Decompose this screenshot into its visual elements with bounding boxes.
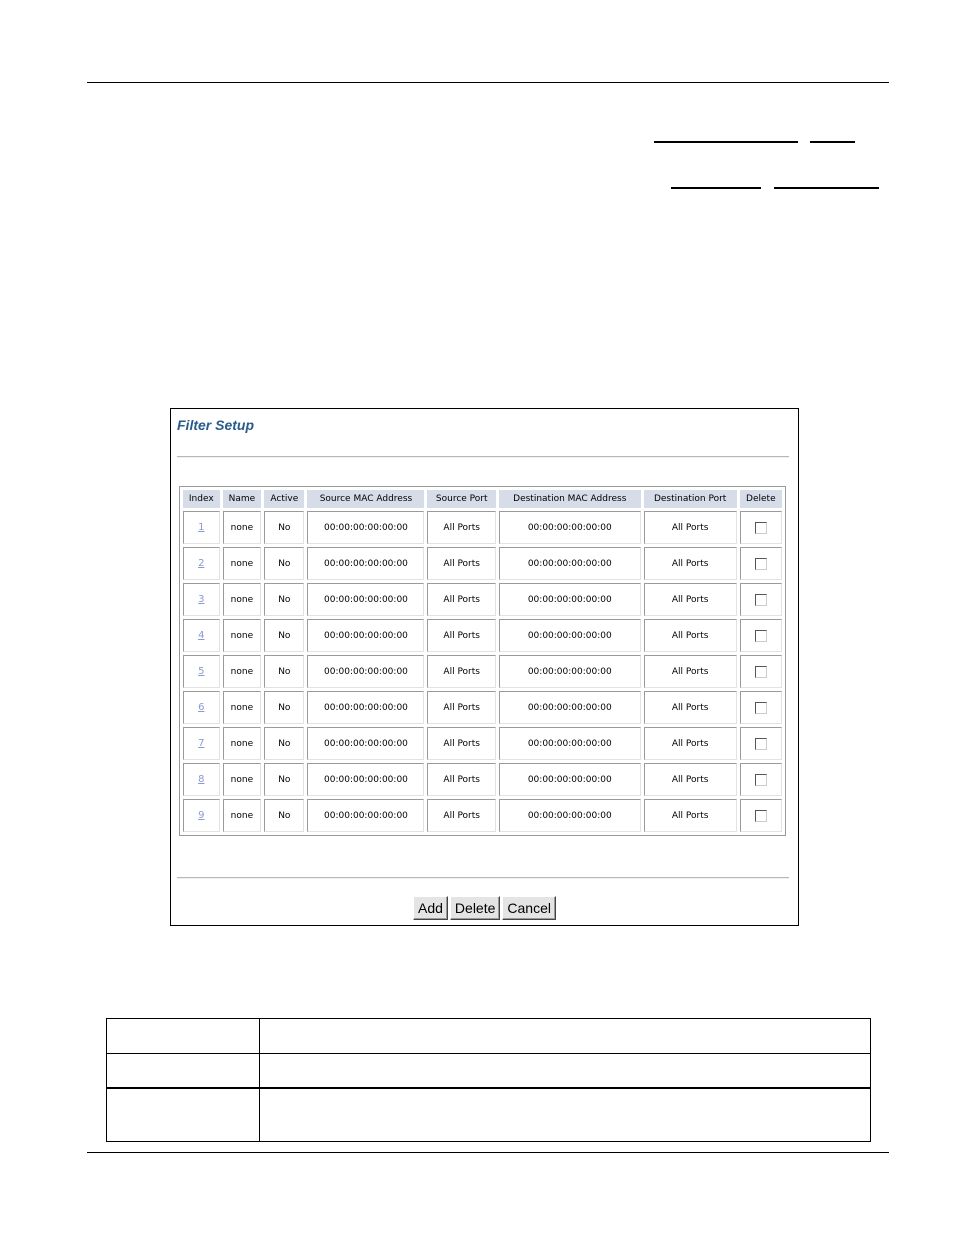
source-mac-cell: 00:00:00:00:00:00 [307, 511, 424, 544]
table-row [183, 511, 782, 544]
delete-checkbox[interactable] [755, 630, 767, 642]
divider [177, 877, 789, 879]
active-cell: No [264, 727, 304, 760]
delete-checkbox[interactable] [755, 522, 767, 534]
rule-name-cell: none [223, 619, 262, 652]
index-cell [183, 655, 220, 688]
rule-name-cell: none [223, 511, 262, 544]
rule-name-cell: none [223, 655, 262, 688]
delete-checkbox[interactable] [755, 738, 767, 750]
index-link[interactable]: 1 [198, 522, 205, 533]
destination-port-cell: All Ports [644, 691, 737, 724]
rule-name-cell: none [223, 547, 262, 580]
destination-mac-cell: 00:00:00:00:00:00 [499, 583, 641, 616]
destination-mac-cell: 00:00:00:00:00:00 [499, 727, 641, 760]
active-cell: No [264, 619, 304, 652]
destination-port-cell: All Ports [644, 799, 737, 832]
active-cell: No [264, 583, 304, 616]
index-link[interactable]: 5 [198, 666, 205, 677]
delete-cell [740, 511, 782, 544]
delete-checkbox[interactable] [755, 774, 767, 786]
index-link[interactable]: 7 [198, 738, 205, 749]
index-link[interactable]: 8 [198, 774, 205, 785]
table-row [183, 763, 782, 796]
source-mac-cell: 00:00:00:00:00:00 [307, 619, 424, 652]
delete-checkbox[interactable] [755, 558, 767, 570]
source-mac-cell: 00:00:00:00:00:00 [307, 547, 424, 580]
destination-port-cell: All Ports [644, 655, 737, 688]
filter-setup-panel [170, 408, 799, 926]
active-cell: No [264, 511, 304, 544]
redacted-link-line [774, 187, 879, 189]
destination-mac-cell: 00:00:00:00:00:00 [499, 691, 641, 724]
source-port-cell: All Ports [427, 799, 495, 832]
source-mac-cell: 00:00:00:00:00:00 [307, 799, 424, 832]
delete-cell [740, 619, 782, 652]
source-port-cell: All Ports [427, 511, 495, 544]
active-cell: No [264, 655, 304, 688]
destination-mac-cell: 00:00:00:00:00:00 [499, 799, 641, 832]
active-cell: No [264, 763, 304, 796]
rule-name-cell: none [223, 583, 262, 616]
column-header: Source Port [427, 490, 495, 508]
source-port-cell: All Ports [427, 763, 495, 796]
source-port-cell: All Ports [427, 547, 495, 580]
source-mac-cell: 00:00:00:00:00:00 [307, 727, 424, 760]
destination-port-cell: All Ports [644, 583, 737, 616]
source-port-cell: All Ports [427, 655, 495, 688]
rule-name-cell: none [223, 763, 262, 796]
delete-cell [740, 763, 782, 796]
cancel-button[interactable]: Cancel [502, 896, 556, 920]
table-row [183, 547, 782, 580]
add-button[interactable]: Add [413, 896, 448, 920]
table-body [183, 511, 782, 832]
table-row [183, 655, 782, 688]
delete-cell [740, 583, 782, 616]
source-port-cell: All Ports [427, 727, 495, 760]
delete-checkbox[interactable] [755, 702, 767, 714]
source-mac-cell: 00:00:00:00:00:00 [307, 691, 424, 724]
column-header: Active [264, 490, 304, 508]
redacted-link-line [810, 141, 855, 143]
index-cell [183, 583, 220, 616]
page-footer-rule [87, 1152, 889, 1153]
table-header-row [183, 490, 782, 508]
destination-mac-cell: 00:00:00:00:00:00 [499, 547, 641, 580]
column-header: Destination MAC Address [499, 490, 641, 508]
delete-checkbox[interactable] [755, 810, 767, 822]
index-link[interactable]: 2 [198, 558, 205, 569]
table-row [183, 727, 782, 760]
index-cell [183, 511, 220, 544]
destination-port-cell: All Ports [644, 727, 737, 760]
page-header-rule [87, 82, 889, 83]
table-row [107, 1019, 871, 1054]
index-link[interactable]: 6 [198, 702, 205, 713]
column-header: Name [223, 490, 262, 508]
destination-port-cell: All Ports [644, 547, 737, 580]
rule-name-cell: none [223, 727, 262, 760]
source-mac-cell: 00:00:00:00:00:00 [307, 583, 424, 616]
delete-cell [740, 655, 782, 688]
source-mac-cell: 00:00:00:00:00:00 [307, 763, 424, 796]
rule-name-cell: none [223, 691, 262, 724]
divider [177, 456, 789, 458]
table-row [107, 1088, 871, 1142]
button-bar [171, 896, 798, 920]
index-cell [183, 727, 220, 760]
delete-cell [740, 727, 782, 760]
index-link[interactable]: 9 [198, 810, 205, 821]
active-cell: No [264, 547, 304, 580]
destination-mac-cell: 00:00:00:00:00:00 [499, 655, 641, 688]
index-cell [183, 799, 220, 832]
column-header: Delete [740, 490, 782, 508]
description-table [106, 1018, 871, 1142]
table-row [107, 1054, 871, 1089]
destination-mac-cell: 00:00:00:00:00:00 [499, 511, 641, 544]
column-header: Source MAC Address [307, 490, 424, 508]
source-port-cell: All Ports [427, 619, 495, 652]
rule-name-cell: none [223, 799, 262, 832]
delete-cell [740, 691, 782, 724]
index-cell [183, 691, 220, 724]
filter-table [179, 486, 786, 836]
active-cell: No [264, 691, 304, 724]
index-link[interactable]: 4 [198, 630, 205, 641]
destination-mac-cell: 00:00:00:00:00:00 [499, 619, 641, 652]
source-port-cell: All Ports [427, 691, 495, 724]
panel-title: Filter Setup [177, 417, 255, 433]
column-header: Index [183, 490, 220, 508]
table-row [183, 583, 782, 616]
delete-checkbox[interactable] [755, 666, 767, 678]
destination-port-cell: All Ports [644, 763, 737, 796]
destination-port-cell: All Ports [644, 619, 737, 652]
destination-mac-cell: 00:00:00:00:00:00 [499, 763, 641, 796]
table-row [183, 799, 782, 832]
source-port-cell: All Ports [427, 583, 495, 616]
column-header: Destination Port [644, 490, 737, 508]
active-cell: No [264, 799, 304, 832]
delete-button[interactable]: Delete [450, 896, 500, 920]
redacted-link-line [671, 187, 761, 189]
index-cell [183, 547, 220, 580]
delete-checkbox[interactable] [755, 594, 767, 606]
table-row [183, 619, 782, 652]
index-cell [183, 619, 220, 652]
destination-port-cell: All Ports [644, 511, 737, 544]
source-mac-cell: 00:00:00:00:00:00 [307, 655, 424, 688]
table-row [183, 691, 782, 724]
delete-cell [740, 799, 782, 832]
index-link[interactable]: 3 [198, 594, 205, 605]
delete-cell [740, 547, 782, 580]
redacted-link-line [654, 141, 798, 143]
index-cell [183, 763, 220, 796]
